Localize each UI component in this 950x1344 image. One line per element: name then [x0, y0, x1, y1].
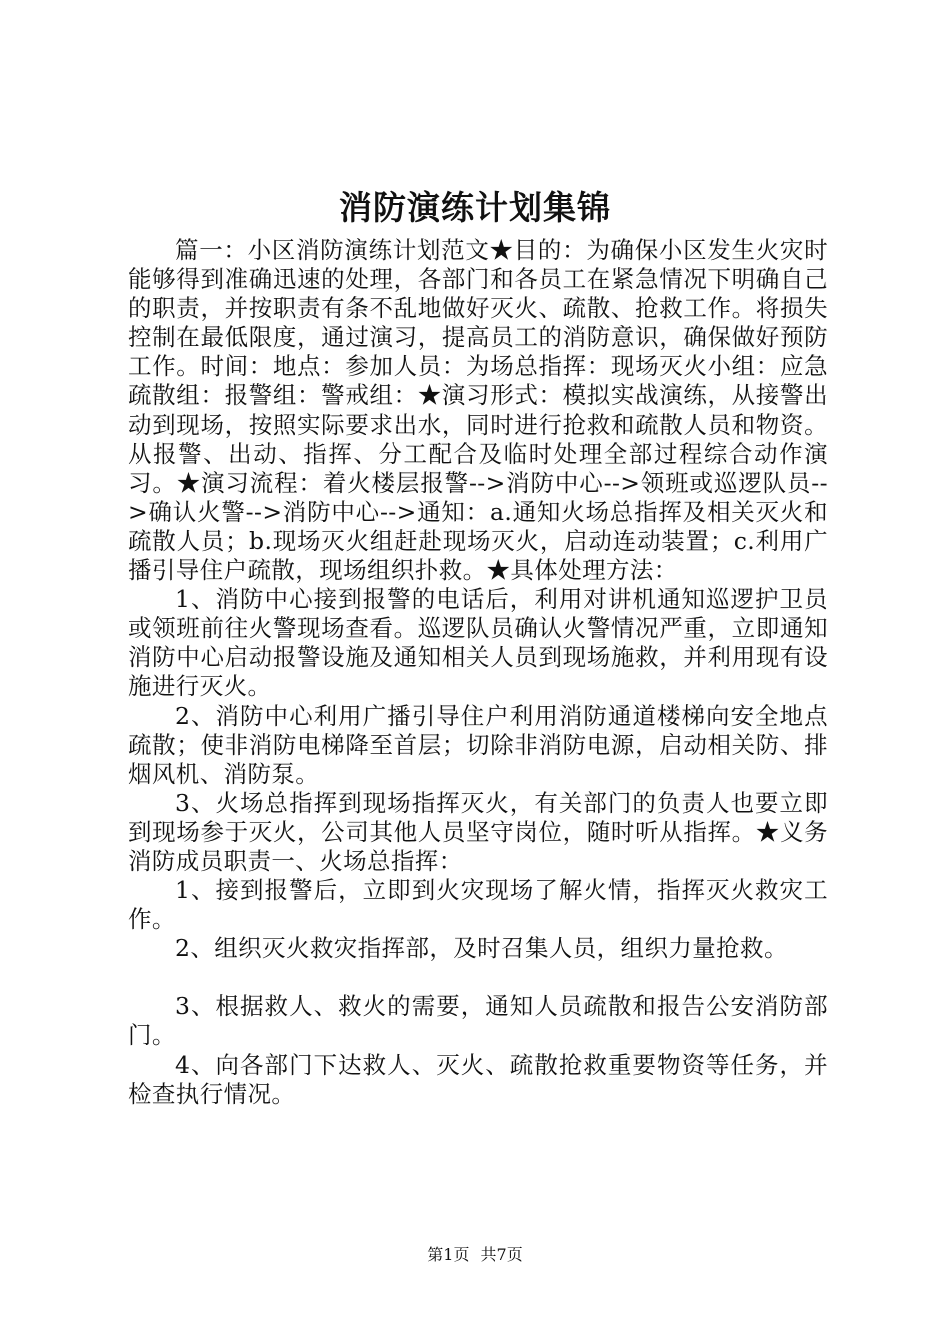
paragraph-step-1: 1、消防中心接到报警的电话后，利用对讲机通知巡逻护卫员或领班前往火警现场查看。巡逻队员确认火警情况严重，立即通知消防中心启动报警设施及通知相关人员到现场施救，并利用现有设施进行灭火。 [128, 585, 828, 701]
document-body [128, 236, 828, 1109]
paragraph-duty-1: 1、接到报警后，立即到火灾现场了解火情，指挥灭火救灾工作。 [128, 876, 828, 934]
paragraph-intro: 篇一：小区消防演练计划范文★目的：为确保小区发生火灾时能够得到准确迅速的处理，各部门和各员工在紧急情况下明确自己的职责，并按职责有条不乱地做好灭火、疏散、抢救工作。将损失控制在最低限度，通过演习，提高员工的消防意识，确保做好预防工作。时间：地点：参加人员：为场总指挥：现场灭火小组：应急疏散组：报警组：警戒组：★演习形式：模拟实战演练，从接警出动到现场，按照实际要求出水，同时进行抢救和疏散人员和物资。从报警、出动、指挥、分工配合及临时处理全部过程综合动作演习。★演习流程：着火楼层报警-->消防中心-->领班或巡逻队员-->确认火警-->消防中心-->通知：a.通知火场总指挥及相关灭火和疏散人员；b.现场灭火组赶赴现场灭火，启动连动装置；c.利用广播引导住户疏散，现场组织扑救。★具体处理方法： [128, 236, 828, 585]
page-footer [0, 1244, 950, 1266]
paragraph-duty-2: 2、组织灭火救灾指挥部，及时召集人员，组织力量抢救。 [175, 934, 788, 963]
paragraph-duty-4: 4、向各部门下达救人、灭火、疏散抢救重要物资等任务，并检查执行情况。 [128, 1050, 828, 1108]
page-total: 共7页 [480, 1245, 523, 1264]
paragraph-step-3: 3、火场总指挥到现场指挥灭火，有关部门的负责人也要立即到现场参于灭火，公司其他人员坚守岗位，随时听从指挥。★义务消防成员职责一、火场总指挥： [128, 788, 828, 875]
page-number: 第1页 [427, 1245, 470, 1264]
paragraph-duty-3: 3、根据救人、救火的需要，通知人员疏散和报告公安消防部门。 [128, 992, 828, 1050]
document-title: 消防演练计划集锦 [339, 188, 611, 227]
paragraph-step-2: 2、消防中心利用广播引导住户利用消防通道楼梯向安全地点疏散；使非消防电梯降至首层；切除非消防电源，启动相关防、排烟风机、消防泵。 [128, 701, 828, 788]
